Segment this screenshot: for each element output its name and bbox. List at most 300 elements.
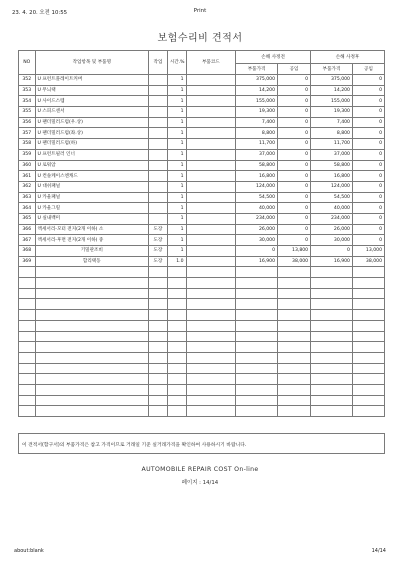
table-row xyxy=(19,75,385,86)
row-item-name: U 프런트플레이트커버 xyxy=(35,75,149,86)
row-no: 366 xyxy=(19,224,36,235)
empty-row xyxy=(19,310,385,321)
empty-cell xyxy=(278,267,311,278)
row-before-parts-price: 58,800 xyxy=(236,160,278,171)
empty-cell xyxy=(19,299,36,310)
empty-cell xyxy=(311,374,353,385)
empty-row xyxy=(19,342,385,353)
row-no: 357 xyxy=(19,128,36,139)
table-row xyxy=(19,96,385,107)
table-row xyxy=(19,213,385,224)
row-before-labor: 38,000 xyxy=(278,256,311,267)
empty-cell xyxy=(278,320,311,331)
empty-cell xyxy=(19,310,36,321)
row-after-labor: 0 xyxy=(352,96,384,107)
empty-cell xyxy=(186,278,236,289)
empty-cell xyxy=(19,352,36,363)
empty-cell xyxy=(311,310,353,321)
row-before-parts-price: 7,400 xyxy=(236,117,278,128)
row-before-labor: 0 xyxy=(278,213,311,224)
empty-cell xyxy=(278,352,311,363)
empty-cell xyxy=(311,395,353,406)
row-coef: 1 xyxy=(167,203,186,214)
row-item-name: 액세서리-모터 전지(2개 이하) 소 xyxy=(35,224,149,235)
empty-cell xyxy=(236,331,278,342)
row-after-labor: 13,000 xyxy=(352,246,384,257)
print-datetime: 23. 4. 20. 오전 10:55 xyxy=(12,10,68,16)
row-before-labor: 13,800 xyxy=(278,246,311,257)
row-after-labor: 0 xyxy=(352,213,384,224)
empty-cell xyxy=(149,395,168,406)
empty-cell xyxy=(35,342,149,353)
empty-cell xyxy=(352,288,384,299)
row-coef: 1 xyxy=(167,181,186,192)
empty-cell xyxy=(311,320,353,331)
row-before-parts-price: 16,900 xyxy=(236,256,278,267)
row-before-parts-price: 26,000 xyxy=(236,224,278,235)
empty-cell xyxy=(19,267,36,278)
row-no: 359 xyxy=(19,149,36,160)
row-before-parts-price: 54,500 xyxy=(236,192,278,203)
row-coef: 1 xyxy=(167,192,186,203)
row-work xyxy=(149,139,168,150)
page-indicator: 페이지 : 14/14 xyxy=(181,480,219,486)
row-no: 362 xyxy=(19,181,36,192)
row-after-parts-price: 375,000 xyxy=(311,75,353,86)
print-title: Print xyxy=(193,8,207,14)
empty-cell xyxy=(311,342,353,353)
empty-cell xyxy=(236,299,278,310)
row-item-name: U 실내백미 xyxy=(35,213,149,224)
empty-cell xyxy=(352,384,384,395)
empty-row xyxy=(19,299,385,310)
row-before-parts-price: 40,000 xyxy=(236,203,278,214)
empty-cell xyxy=(278,288,311,299)
row-after-parts-price: 124,000 xyxy=(311,181,353,192)
row-coef: 1 xyxy=(167,75,186,86)
table-row xyxy=(19,139,385,150)
row-after-labor: 0 xyxy=(352,224,384,235)
row-part-code xyxy=(186,160,236,171)
row-part-code xyxy=(186,235,236,246)
row-after-parts-price: 19,300 xyxy=(311,107,353,118)
row-after-parts-price: 234,000 xyxy=(311,213,353,224)
empty-cell xyxy=(35,363,149,374)
empty-cell xyxy=(352,406,384,417)
empty-cell xyxy=(186,342,236,353)
row-before-labor: 0 xyxy=(278,128,311,139)
empty-cell xyxy=(35,278,149,289)
row-work: 도장 xyxy=(149,224,168,235)
empty-cell xyxy=(149,278,168,289)
empty-cell xyxy=(186,299,236,310)
empty-cell xyxy=(311,331,353,342)
empty-cell xyxy=(278,406,311,417)
row-no: 364 xyxy=(19,203,36,214)
empty-cell xyxy=(311,363,353,374)
empty-cell xyxy=(167,342,186,353)
empty-cell xyxy=(278,331,311,342)
row-no: 367 xyxy=(19,235,36,246)
row-before-labor: 0 xyxy=(278,171,311,182)
row-item-name: U 팬더밀러드럼(하) xyxy=(35,139,149,150)
empty-cell xyxy=(167,288,186,299)
row-after-labor: 0 xyxy=(352,107,384,118)
empty-cell xyxy=(236,320,278,331)
document-title: 보험수리비 견적서 xyxy=(157,33,243,44)
row-before-parts-price: 16,800 xyxy=(236,171,278,182)
row-before-labor: 0 xyxy=(278,117,311,128)
empty-cell xyxy=(278,374,311,385)
estimate-rows xyxy=(19,75,385,417)
empty-cell xyxy=(19,320,36,331)
table-row xyxy=(19,181,385,192)
row-item-name: 기밀관조비 xyxy=(35,246,149,257)
empty-cell xyxy=(19,278,36,289)
row-part-code xyxy=(186,75,236,86)
row-no: 360 xyxy=(19,160,36,171)
row-item-name: U 컨솔케이스엔캐드 xyxy=(35,171,149,182)
row-work xyxy=(149,192,168,203)
row-before-labor: 0 xyxy=(278,85,311,96)
empty-cell xyxy=(35,299,149,310)
row-part-code xyxy=(186,246,236,257)
row-no: 363 xyxy=(19,192,36,203)
row-no: 358 xyxy=(19,139,36,150)
empty-cell xyxy=(19,395,36,406)
row-before-parts-price: 375,000 xyxy=(236,75,278,86)
row-coef: 1 xyxy=(167,85,186,96)
empty-cell xyxy=(167,384,186,395)
row-no: 354 xyxy=(19,96,36,107)
footer-caption: AUTOMOBILE REPAIR COST On-line xyxy=(141,466,259,473)
row-part-code xyxy=(186,213,236,224)
table-row xyxy=(19,85,385,96)
row-no: 365 xyxy=(19,213,36,224)
row-item-name: U 스피드센서 xyxy=(35,107,149,118)
row-no: 356 xyxy=(19,117,36,128)
empty-cell xyxy=(186,363,236,374)
empty-cell xyxy=(236,384,278,395)
empty-cell xyxy=(35,267,149,278)
row-item-name: 합리택동 xyxy=(35,256,149,267)
empty-cell xyxy=(236,267,278,278)
row-before-labor: 0 xyxy=(278,149,311,160)
empty-cell xyxy=(149,320,168,331)
empty-cell xyxy=(311,406,353,417)
empty-cell xyxy=(186,406,236,417)
header-after-parts-price: 부품가격 xyxy=(311,64,353,75)
row-after-parts-price: 11,700 xyxy=(311,139,353,150)
empty-cell xyxy=(278,384,311,395)
row-no: 368 xyxy=(19,246,36,257)
row-coef: 1 xyxy=(167,96,186,107)
empty-cell xyxy=(352,320,384,331)
row-before-parts-price: 234,000 xyxy=(236,213,278,224)
row-work: 도장 xyxy=(149,246,168,257)
row-coef: 1 xyxy=(167,213,186,224)
empty-cell xyxy=(236,278,278,289)
table-row xyxy=(19,256,385,267)
row-before-labor: 0 xyxy=(278,181,311,192)
empty-cell xyxy=(167,406,186,417)
empty-cell xyxy=(311,384,353,395)
empty-cell xyxy=(35,395,149,406)
row-part-code xyxy=(186,256,236,267)
empty-cell xyxy=(352,374,384,385)
row-work xyxy=(149,75,168,86)
empty-cell xyxy=(149,310,168,321)
row-after-labor: 38,000 xyxy=(352,256,384,267)
empty-cell xyxy=(186,320,236,331)
price-notice: 이 견적서(합구서)의 부품가격은 참고 가격이므로 거래일 기준 실거래가격을 확인하여 사용하시기 바랍니다. xyxy=(18,433,385,454)
row-coef: 1 xyxy=(167,224,186,235)
empty-cell xyxy=(278,342,311,353)
row-work xyxy=(149,96,168,107)
row-work xyxy=(149,117,168,128)
empty-row xyxy=(19,331,385,342)
empty-cell xyxy=(167,299,186,310)
empty-cell xyxy=(35,288,149,299)
row-work xyxy=(149,203,168,214)
row-after-labor: 0 xyxy=(352,117,384,128)
empty-cell xyxy=(236,352,278,363)
row-after-parts-price: 8,800 xyxy=(311,128,353,139)
row-before-labor: 0 xyxy=(278,192,311,203)
empty-cell xyxy=(311,299,353,310)
empty-cell xyxy=(167,363,186,374)
empty-row xyxy=(19,288,385,299)
row-item-name: U 사이드스텝 xyxy=(35,96,149,107)
header-before-assessment: 손해 사정전 xyxy=(236,51,311,64)
row-after-parts-price: 0 xyxy=(311,246,353,257)
row-part-code xyxy=(186,224,236,235)
empty-cell xyxy=(35,310,149,321)
empty-cell xyxy=(352,278,384,289)
row-item-name: U 카울그릴 xyxy=(35,203,149,214)
empty-cell xyxy=(35,384,149,395)
empty-cell xyxy=(311,288,353,299)
row-item-name: U 프런트필러 인너 xyxy=(35,149,149,160)
row-part-code xyxy=(186,203,236,214)
table-row xyxy=(19,224,385,235)
row-before-labor: 0 xyxy=(278,75,311,86)
row-part-code xyxy=(186,85,236,96)
table-row xyxy=(19,235,385,246)
estimate-table xyxy=(18,50,385,417)
header-work: 작업 xyxy=(149,51,168,75)
row-work xyxy=(149,171,168,182)
empty-cell xyxy=(167,267,186,278)
empty-cell xyxy=(167,395,186,406)
header-part-code: 부품코드 xyxy=(186,51,236,75)
row-no: 355 xyxy=(19,107,36,118)
empty-cell xyxy=(167,374,186,385)
row-part-code xyxy=(186,139,236,150)
row-coef: 1 xyxy=(167,117,186,128)
empty-cell xyxy=(149,267,168,278)
row-coef: 1 xyxy=(167,160,186,171)
row-part-code xyxy=(186,171,236,182)
empty-cell xyxy=(19,342,36,353)
empty-cell xyxy=(149,352,168,363)
row-work: 도장 xyxy=(149,235,168,246)
row-before-labor: 0 xyxy=(278,203,311,214)
row-work xyxy=(149,85,168,96)
table-row xyxy=(19,203,385,214)
row-after-parts-price: 26,000 xyxy=(311,224,353,235)
empty-cell xyxy=(236,342,278,353)
row-part-code xyxy=(186,96,236,107)
empty-cell xyxy=(236,374,278,385)
empty-cell xyxy=(186,374,236,385)
row-after-labor: 0 xyxy=(352,75,384,86)
row-no: 369 xyxy=(19,256,36,267)
empty-cell xyxy=(311,352,353,363)
empty-row xyxy=(19,374,385,385)
row-after-labor: 0 xyxy=(352,160,384,171)
row-no: 352 xyxy=(19,75,36,86)
header-before-labor: 공임 xyxy=(278,64,311,75)
row-after-labor: 0 xyxy=(352,128,384,139)
row-coef: 1 xyxy=(167,107,186,118)
empty-row xyxy=(19,406,385,417)
empty-cell xyxy=(149,299,168,310)
empty-cell xyxy=(149,374,168,385)
row-work xyxy=(149,107,168,118)
row-part-code xyxy=(186,192,236,203)
empty-row xyxy=(19,384,385,395)
empty-cell xyxy=(167,331,186,342)
row-work: 도장 xyxy=(149,256,168,267)
empty-cell xyxy=(186,331,236,342)
empty-cell xyxy=(186,310,236,321)
empty-cell xyxy=(149,384,168,395)
empty-cell xyxy=(35,406,149,417)
table-row xyxy=(19,117,385,128)
empty-cell xyxy=(186,384,236,395)
row-after-parts-price: 54,500 xyxy=(311,192,353,203)
empty-row xyxy=(19,352,385,363)
row-after-parts-price: 155,000 xyxy=(311,96,353,107)
row-before-parts-price: 155,000 xyxy=(236,96,278,107)
row-after-parts-price: 37,000 xyxy=(311,149,353,160)
empty-cell xyxy=(19,331,36,342)
table-row xyxy=(19,171,385,182)
empty-cell xyxy=(167,278,186,289)
empty-cell xyxy=(19,374,36,385)
empty-cell xyxy=(311,267,353,278)
empty-cell xyxy=(149,331,168,342)
empty-cell xyxy=(352,363,384,374)
empty-cell xyxy=(352,310,384,321)
empty-row xyxy=(19,278,385,289)
row-part-code xyxy=(186,128,236,139)
row-before-parts-price: 11,700 xyxy=(236,139,278,150)
empty-cell xyxy=(186,288,236,299)
row-coef: 1 xyxy=(167,128,186,139)
row-after-labor: 0 xyxy=(352,235,384,246)
empty-cell xyxy=(35,320,149,331)
row-coef: 1 xyxy=(167,171,186,182)
row-coef: 1 xyxy=(167,246,186,257)
empty-cell xyxy=(352,395,384,406)
row-before-parts-price: 0 xyxy=(236,246,278,257)
row-part-code xyxy=(186,149,236,160)
empty-cell xyxy=(278,310,311,321)
row-after-labor: 0 xyxy=(352,181,384,192)
empty-cell xyxy=(236,406,278,417)
row-after-labor: 0 xyxy=(352,171,384,182)
row-before-labor: 0 xyxy=(278,224,311,235)
empty-row xyxy=(19,267,385,278)
row-after-parts-price: 16,900 xyxy=(311,256,353,267)
empty-cell xyxy=(278,395,311,406)
row-work xyxy=(149,149,168,160)
row-before-parts-price: 30,000 xyxy=(236,235,278,246)
table-row xyxy=(19,160,385,171)
empty-cell xyxy=(149,342,168,353)
row-coef: 1 xyxy=(167,139,186,150)
row-item-name: U 대쉬패널 xyxy=(35,181,149,192)
row-part-code xyxy=(186,107,236,118)
empty-cell xyxy=(352,299,384,310)
empty-cell xyxy=(19,406,36,417)
empty-cell xyxy=(311,278,353,289)
empty-cell xyxy=(278,299,311,310)
table-row xyxy=(19,149,385,160)
row-before-labor: 0 xyxy=(278,139,311,150)
row-after-parts-price: 7,400 xyxy=(311,117,353,128)
empty-row xyxy=(19,320,385,331)
row-before-parts-price: 124,000 xyxy=(236,181,278,192)
empty-cell xyxy=(352,352,384,363)
row-item-name: U 팬더밀러드럼(우.상) xyxy=(35,117,149,128)
row-work xyxy=(149,128,168,139)
row-after-parts-price: 14,200 xyxy=(311,85,353,96)
empty-cell xyxy=(352,342,384,353)
table-row xyxy=(19,246,385,257)
row-work xyxy=(149,160,168,171)
empty-row xyxy=(19,363,385,374)
row-coef: 1 xyxy=(167,149,186,160)
row-before-labor: 0 xyxy=(278,160,311,171)
row-before-parts-price: 8,800 xyxy=(236,128,278,139)
header-item: 작업항목 및 부품명 xyxy=(35,51,149,75)
row-before-labor: 0 xyxy=(278,96,311,107)
row-item-name: U 로워암 xyxy=(35,160,149,171)
empty-cell xyxy=(167,310,186,321)
row-after-labor: 0 xyxy=(352,149,384,160)
row-item-name: U 카울패널 xyxy=(35,192,149,203)
empty-cell xyxy=(19,384,36,395)
row-work xyxy=(149,181,168,192)
empty-cell xyxy=(35,352,149,363)
table-row xyxy=(19,128,385,139)
print-url: about:blank xyxy=(14,548,44,554)
row-before-labor: 0 xyxy=(278,235,311,246)
table-row xyxy=(19,192,385,203)
header-after-assessment: 손해 사정후 xyxy=(311,51,385,64)
empty-cell xyxy=(35,374,149,385)
row-before-parts-price: 37,000 xyxy=(236,149,278,160)
row-after-parts-price: 40,000 xyxy=(311,203,353,214)
empty-cell xyxy=(167,352,186,363)
empty-cell xyxy=(236,363,278,374)
row-no: 353 xyxy=(19,85,36,96)
row-after-parts-price: 16,800 xyxy=(311,171,353,182)
header-coef: 시간.% xyxy=(167,51,186,75)
